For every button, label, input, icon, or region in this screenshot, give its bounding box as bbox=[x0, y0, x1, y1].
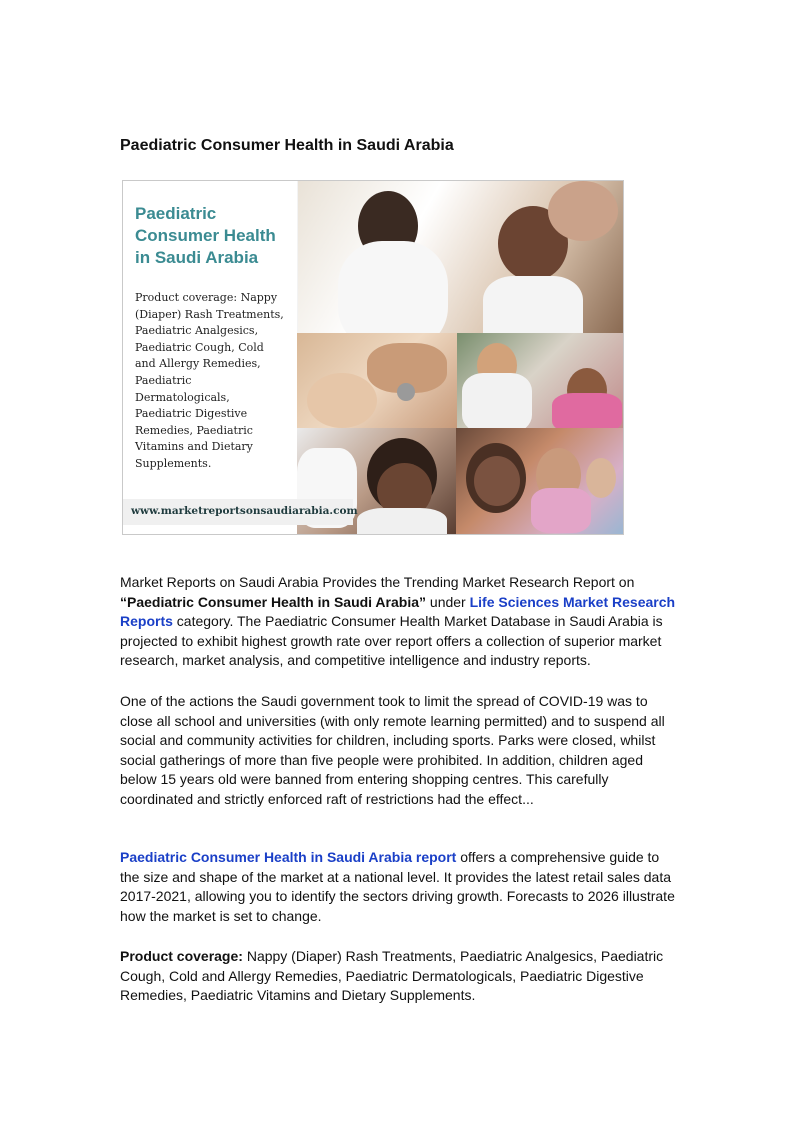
quoted-report-title: “Paediatric Consumer Health in Saudi Arabia” bbox=[120, 593, 427, 610]
report-banner-image bbox=[122, 180, 624, 535]
product-coverage-text: Nappy (Diaper) Rash Treatments, Paediatric Analgesics, Paediatric Cough, Cold and Allergy Remedies, Paediatric Dermatologicals, Paediatric Digestive Remedies, Paediatric Vitamins and Dietary Supplements. bbox=[120, 948, 664, 1003]
banner-heading-line-3: in Saudi Arabia bbox=[135, 248, 259, 267]
report-rest-text: offers a comprehensive guide to the size and shape of the market at a national level. It provides the latest retail sales data 2017-2021, allowing you to identify the sectors driving growth. Forecasts to 2026 illustrate how the market is set to change. bbox=[120, 849, 675, 924]
photo-doctor-with-child bbox=[298, 181, 623, 333]
intro-text: Market Reports on Saudi Arabia Provides the Trending Market Research Report on bbox=[120, 574, 635, 590]
paragraph-product-coverage bbox=[120, 947, 676, 1006]
photo-smiling-children bbox=[456, 428, 623, 534]
banner-heading-line-2: Consumer Health bbox=[135, 226, 276, 245]
banner-heading bbox=[135, 203, 295, 269]
banner-url-strip bbox=[123, 499, 358, 525]
under-text: under bbox=[426, 593, 470, 610]
banner-heading-line-1: Paediatric bbox=[135, 204, 217, 223]
banner-website-url: www.marketreportsonsaudiarabia.com bbox=[131, 505, 358, 517]
intro-rest-text: category. The Paediatric Consumer Health Market Database in Saudi Arabia is projected to exhibit highest growth rate over report offers a collection of superior market research, market analysis, and competitive intelligence and industry reports. bbox=[120, 613, 663, 668]
banner-coverage-text: Product coverage: Nappy (Diaper) Rash Treatments, Paediatric Analgesics, Paediatric Cough, Cold and Allergy Remedies, Paediatric Dermatologicals, Paediatric Digestive Remedies, Paediatric Vitamins and Dietary Supplements. bbox=[135, 291, 284, 470]
category-link[interactable]: Life Sciences Market Research Reports bbox=[120, 593, 676, 629]
report-link[interactable]: Paediatric Consumer Health in Saudi Arabia report bbox=[120, 849, 457, 865]
paragraph-covid: One of the actions the Saudi government took to limit the spread of COVID-19 was to close all school and universities (with only remote learning permitted) and to suspend all social and community activities for children, including sports. Parks were closed, whilst social gatherings of more than five people were prohibited. In addition, children aged below 15 years old were banned from entering shopping centres. This carefully coordinated and strictly enforced raft of restrictions had the effect... bbox=[120, 693, 665, 807]
page-title: Paediatric Consumer Health in Saudi Arabia bbox=[120, 137, 454, 154]
paragraph-report bbox=[120, 848, 676, 926]
paragraph-intro bbox=[120, 573, 676, 671]
banner-text-panel bbox=[123, 181, 297, 534]
photo-nurse-child-bed bbox=[457, 333, 623, 428]
product-coverage-label: Product coverage: bbox=[120, 948, 243, 964]
photo-baby-stethoscope bbox=[297, 333, 457, 428]
